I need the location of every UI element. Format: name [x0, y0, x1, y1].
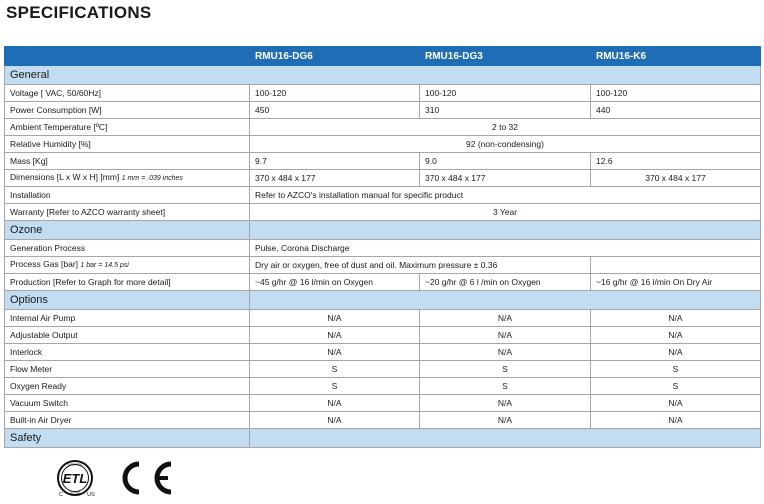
etl-text: ETL	[62, 471, 88, 486]
row-label: Warranty [Refer to AZCO warranty sheet]	[5, 204, 250, 221]
row-label-note: 1 bar = 14.5 psi	[80, 262, 129, 269]
row-label: Voltage [ VAC, 50/60Hz]	[5, 85, 250, 102]
row-label: Adjustable Output	[5, 327, 250, 344]
etl-listed-mark	[58, 461, 95, 498]
cell: 440	[591, 102, 761, 119]
cell: Dry air or oxygen, free of dust and oil. Maximum pressure ± 0.36	[250, 257, 591, 274]
cell: 100-120	[420, 85, 591, 102]
cell: N/A	[250, 344, 420, 361]
section-options	[5, 291, 761, 310]
etl-bottom-text: LISTED	[69, 490, 81, 495]
row-label-text: Process Gas [bar]	[10, 259, 79, 269]
cell: N/A	[591, 395, 761, 412]
row-label: Built-in Air Dryer	[5, 412, 250, 429]
cell: N/A	[420, 395, 591, 412]
cell: ~45 g/hr @ 16 l/min on Oxygen	[250, 274, 420, 291]
section-fill	[250, 291, 761, 310]
cell: 370 x 484 x 177	[420, 170, 591, 187]
cell: N/A	[420, 327, 591, 344]
section-ozone	[5, 221, 761, 240]
table-row	[5, 378, 761, 395]
cell: N/A	[250, 327, 420, 344]
cell: 370 x 484 x 177	[250, 170, 420, 187]
row-label: Ambient Temperature [ºC]	[5, 119, 250, 136]
cell: Refer to AZCO's installation manual for specific product	[250, 187, 761, 204]
section-fill	[250, 221, 761, 240]
section-fill	[250, 429, 761, 448]
cell: 310	[420, 102, 591, 119]
row-label-note: 1 mm = .039 inches	[121, 175, 183, 182]
certification-marks	[55, 456, 185, 500]
row-label	[5, 257, 250, 274]
cell: N/A	[420, 310, 591, 327]
cell: S	[591, 361, 761, 378]
cell: N/A	[591, 344, 761, 361]
table-row	[5, 412, 761, 429]
specifications-table	[4, 46, 761, 448]
cell: 450	[250, 102, 420, 119]
section-general	[5, 66, 761, 85]
table-row	[5, 361, 761, 378]
cell: 9.7	[250, 153, 420, 170]
row-label: Generation Process	[5, 240, 250, 257]
row-label: Interlock	[5, 344, 250, 361]
cell: S	[250, 378, 420, 395]
cell: Pulse, Corona Discharge	[250, 240, 761, 257]
row-label	[5, 170, 250, 187]
cell: ~20 g/hr @ 6 l /min on Oxygen	[420, 274, 591, 291]
cell: N/A	[250, 412, 420, 429]
cell: S	[591, 378, 761, 395]
table-row	[5, 327, 761, 344]
table-row	[5, 153, 761, 170]
section-title: Ozone	[5, 221, 250, 240]
cell: S	[250, 361, 420, 378]
section-title: Safety	[5, 429, 250, 448]
cell: 2 to 32	[250, 119, 761, 136]
row-label: Installation	[5, 187, 250, 204]
row-label: Internal Air Pump	[5, 310, 250, 327]
table-row	[5, 204, 761, 221]
column-header-rmu16-dg6: RMU16-DG6	[250, 47, 420, 66]
cell: 12.6	[591, 153, 761, 170]
table-row	[5, 187, 761, 204]
row-label: Vacuum Switch	[5, 395, 250, 412]
table-row	[5, 85, 761, 102]
row-label: Relative Humidity [%]	[5, 136, 250, 153]
cell: N/A	[591, 412, 761, 429]
column-header-rmu16-dg3: RMU16-DG3	[420, 47, 591, 66]
ce-mark	[125, 464, 171, 492]
table-row	[5, 170, 761, 187]
column-header-rmu16-k6: RMU16-K6	[591, 47, 761, 66]
section-safety	[5, 429, 761, 448]
page-title: SPECIFICATIONS	[6, 3, 152, 22]
etl-right-text: US	[87, 492, 95, 498]
section-title: General	[5, 66, 761, 85]
cell: 100-120	[591, 85, 761, 102]
row-label: Production [Refer to Graph for more detail]	[5, 274, 250, 291]
table-row	[5, 102, 761, 119]
section-title: Options	[5, 291, 250, 310]
row-label-text: Dimensions [L x W x H] [mm]	[10, 172, 120, 182]
table-row	[5, 310, 761, 327]
cell: 100-120	[250, 85, 420, 102]
cell: N/A	[250, 395, 420, 412]
table-row	[5, 344, 761, 361]
cell: N/A	[420, 412, 591, 429]
table-row	[5, 274, 761, 291]
table-row	[5, 257, 761, 274]
row-label: Power Consumption [W]	[5, 102, 250, 119]
cell: N/A	[591, 327, 761, 344]
row-label: Mass [Kg]	[5, 153, 250, 170]
cell: 3 Year	[250, 204, 761, 221]
cell-empty	[591, 257, 761, 274]
row-label: Oxygen Ready	[5, 378, 250, 395]
cell: S	[420, 378, 591, 395]
cell: 370 x 484 x 177	[591, 170, 761, 187]
cell: 9.0	[420, 153, 591, 170]
cell: N/A	[420, 344, 591, 361]
cell: N/A	[591, 310, 761, 327]
cell: N/A	[250, 310, 420, 327]
etl-left-text: C	[59, 492, 63, 498]
row-label: Flow Meter	[5, 361, 250, 378]
header-blank	[5, 47, 250, 66]
column-header-row	[5, 47, 761, 66]
cell: 92 (non-condensing)	[250, 136, 761, 153]
table-row	[5, 240, 761, 257]
cell: ~16 g/hr @ 16 l/min On Dry Air	[591, 274, 761, 291]
table-row	[5, 395, 761, 412]
table-row	[5, 136, 761, 153]
cell: S	[420, 361, 591, 378]
table-row	[5, 119, 761, 136]
etl-top-text: INTERTEK	[67, 462, 83, 467]
